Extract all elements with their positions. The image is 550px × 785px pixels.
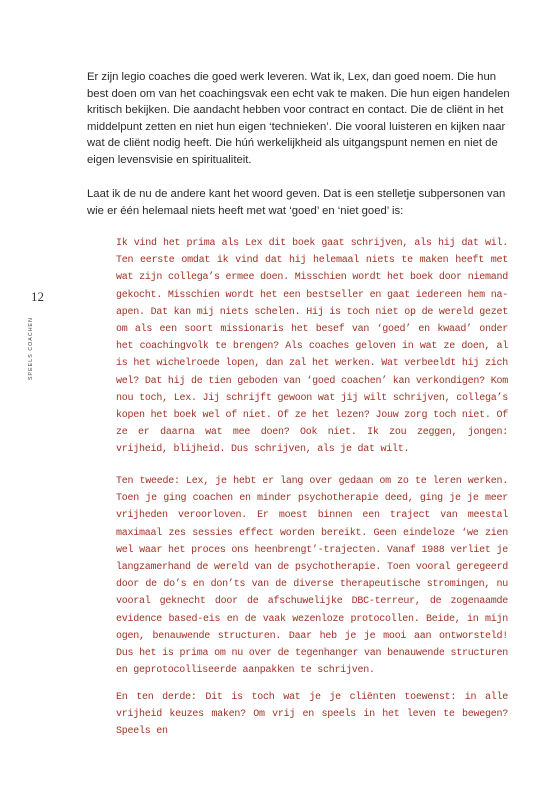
body-paragraph: Er zijn legio coaches die goed werk leveren. Wat ik, Lex, dan goed noem. Die hun best doen om van het coachingsvak een echt vak te maken. Die hun eigen handelen kritisch bekijken. Die aandacht hebben voor contract en contact. Die de cliënt in het middelpunt zetten en niet hun eigen ‘technieken’. Die vooral luisteren en kijken naar wat de cliënt nodig heeft. Die húń werkelijkheid als uitgangspunt nemen en niet de eigen levensvisie en spiritualiteit.: [87, 71, 510, 166]
running-head: [28, 317, 38, 380]
quoted-voice-paragraph: Ten tweede: Lex, je hebt er lang over gedaan om zo te leren werken. Toen je ging coachen en minder psychotherapie deed, ging je je meer vrijheden veroorloven. Er moest binnen een traject van meestal maximaal zes sessies effect worden bereikt. Geen eindeloze ‘we zien wel waar het proces ons heenbrengt’-trajecten. Vanaf 1988 verliet je langzamerhand de wereld van de psychotherapie. Toen vooral geregeerd door de do’s en don’ts van de diverse therapeutische stromingen, nu vooral geknecht door de afschuwelijke DBC-terreur, de zogenaamde evidence based-eis en de vaak wezenloze protocollen. Beide, in mijn ogen, benauwende structuren. Daar heb je je mooi aan ontworsteld! Dus het is prima om nu over de tegenhanger van benauwende structuren en geprotocolliseerde aanpakken te schrijven.: [116, 476, 508, 677]
page-number: 12: [31, 289, 44, 304]
quoted-voice-paragraph: Ik vind het prima als Lex dit boek gaat schrijven, als hij dat wil. Ten eerste omdat ik vind dat hij helemaal niets te maken heeft met wat zijn collega’s ermee doen. Misschien wordt het boek door niemand gekocht. Misschien wordt het een bestseller en gaat iedereen hem na-apen. Dat kan mij niets schelen. Hij is toch niet op de wereld gezet om als een soort missionaris het besef van ‘goed’ en kwaad’ onder het coachingvolk te brengen? Als coaches geloven in wat ze doen, al is het wichelroede lopen, dan zal het werken. Wat verbeeldt hij zich wel? Dat hij de tien geboden van ‘goed coachen’ kan verkondigen? Kom nou toch, Lex. Jij schrijft gewoon wat jij wilt schrijven, collega’s kopen het boek wel of niet. Of ze het lezen? Jouw zorg toch niet. Of ze er daarna wat mee doen? Ook niet. Ik zou zeggen, jongen: vrijheid, blijheid. Dus schrijven, als je dat wilt.: [116, 238, 508, 456]
quoted-voice-paragraph: En ten derde: Dit is toch wat je je cliënten toewenst: in alle vrijheid keuzes maken? Om vrij en speels in het leven te bewegen? Speels en: [116, 692, 508, 738]
running-head-text: SPEELS COACHEN: [28, 317, 34, 380]
body-paragraph: Laat ik de nu de andere kant het woord geven. Dat is een stelletje subpersonen van wie er één helemaal niets heeft met wat ‘goed’ en ‘niet goed’ is:: [87, 188, 506, 217]
